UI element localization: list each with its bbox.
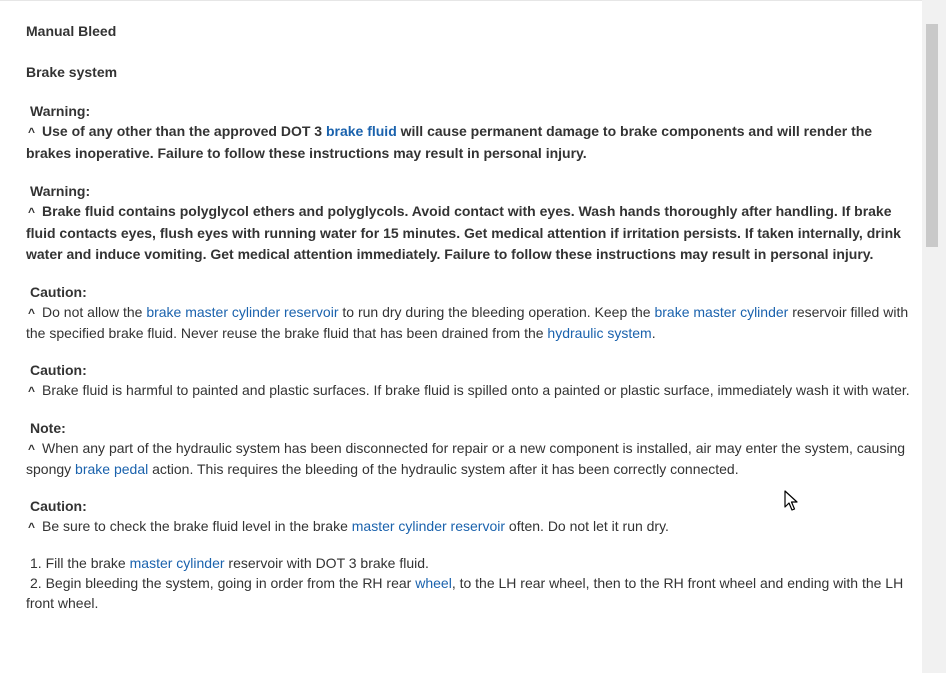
page-title: Manual Bleed: [26, 23, 117, 39]
warning-notice: [26, 101, 910, 164]
glossary-link[interactable]: brake master cylinder reservoir: [146, 304, 339, 320]
caution-notice: [26, 496, 910, 537]
notice-body: [26, 438, 910, 479]
procedure-steps: [26, 553, 910, 613]
text-segment: Do not allow the: [42, 304, 147, 320]
text-segment: When any part of the hydraulic system has been disconnected for repair or a new component is installed, air may enter the system, causing spongy: [26, 440, 906, 477]
text-segment: Brake fluid contains polyglycol ethers and polyglycols. Avoid contact with eyes. Wash hands thoroughly after handling. If brake fluid contacts eyes, flush eyes with running water for 15 minutes. Get medical attention if irritation persists. If taken internally, drink water and induce vomiting. Get medical attention immediately. Failure to follow these instructions may result in personal injury.: [26, 203, 901, 262]
glossary-link[interactable]: brake master cylinder: [654, 304, 789, 320]
top-divider: [0, 0, 922, 1]
glossary-link[interactable]: master cylinder: [129, 555, 225, 571]
glossary-link[interactable]: brake fluid: [325, 123, 397, 139]
notice-body: [26, 380, 910, 401]
caret-icon: ^: [28, 125, 36, 139]
document-content: [26, 19, 910, 613]
text-segment: will cause permanent damage to brake components and will render the brakes inoperative. Failure to follow these instructions may result in personal injury.: [26, 123, 873, 161]
glossary-link[interactable]: hydraulic system: [547, 325, 652, 341]
step-number: 1.: [30, 555, 42, 571]
text-segment: reservoir with DOT 3 brake fluid.: [224, 555, 429, 571]
caret-icon: ^: [28, 306, 36, 320]
notice-body: [26, 201, 910, 265]
text-segment: Be sure to check the brake fluid level in the brake: [42, 518, 352, 534]
text-segment: .: [651, 325, 656, 341]
glossary-link[interactable]: master cylinder reservoir: [351, 518, 506, 534]
glossary-link[interactable]: brake pedal: [75, 461, 149, 477]
notice-label: Warning:: [30, 103, 91, 119]
caret-icon: ^: [28, 520, 36, 534]
note-notice: [26, 418, 910, 479]
page-subtitle: Brake system: [26, 64, 118, 80]
text-segment: Brake fluid is harmful to painted and plastic surfaces. If brake fluid is spilled onto a painted or plastic surface, immediately wash it with water.: [42, 382, 910, 398]
glossary-link[interactable]: wheel: [415, 575, 452, 591]
caret-icon: ^: [28, 442, 36, 456]
warning-notice: [26, 181, 910, 265]
notice-label: Caution:: [30, 284, 87, 300]
mouse-pointer-icon: [784, 490, 798, 512]
scrollbar-thumb[interactable]: [926, 24, 938, 247]
text-segment: Begin bleeding the system, going in order from the RH rear: [45, 575, 416, 591]
text-segment: Use of any other than the approved DOT 3: [42, 123, 326, 139]
notice-label: Caution:: [30, 498, 87, 514]
step-item: [26, 553, 910, 573]
notice-body: [26, 516, 910, 537]
notice-label: Warning:: [30, 183, 91, 199]
text-segment: , to the LH rear wheel, then to the RH front wheel and ending with the LH front wheel.: [26, 575, 904, 611]
step-number: 2.: [30, 575, 42, 591]
text-segment: action. This requires the bleeding of the hydraulic system after it has been correctly connected.: [148, 461, 739, 477]
notice-body: [26, 121, 910, 164]
caution-notice: [26, 360, 910, 401]
notice-label: Note:: [30, 420, 66, 436]
caret-icon: ^: [28, 205, 36, 219]
text-segment: Fill the brake: [45, 555, 130, 571]
notice-label: Caution:: [30, 362, 87, 378]
step-item: [26, 573, 910, 613]
notice-body: [26, 302, 910, 343]
caret-icon: ^: [28, 384, 36, 398]
text-segment: often. Do not let it run dry.: [505, 518, 669, 534]
text-segment: to run dry during the bleeding operation. Keep the: [338, 304, 655, 320]
caution-notice: [26, 282, 910, 343]
text-segment: reservoir filled with the specified brake fluid. Never reuse the brake fluid that has been drained from the: [26, 304, 909, 341]
